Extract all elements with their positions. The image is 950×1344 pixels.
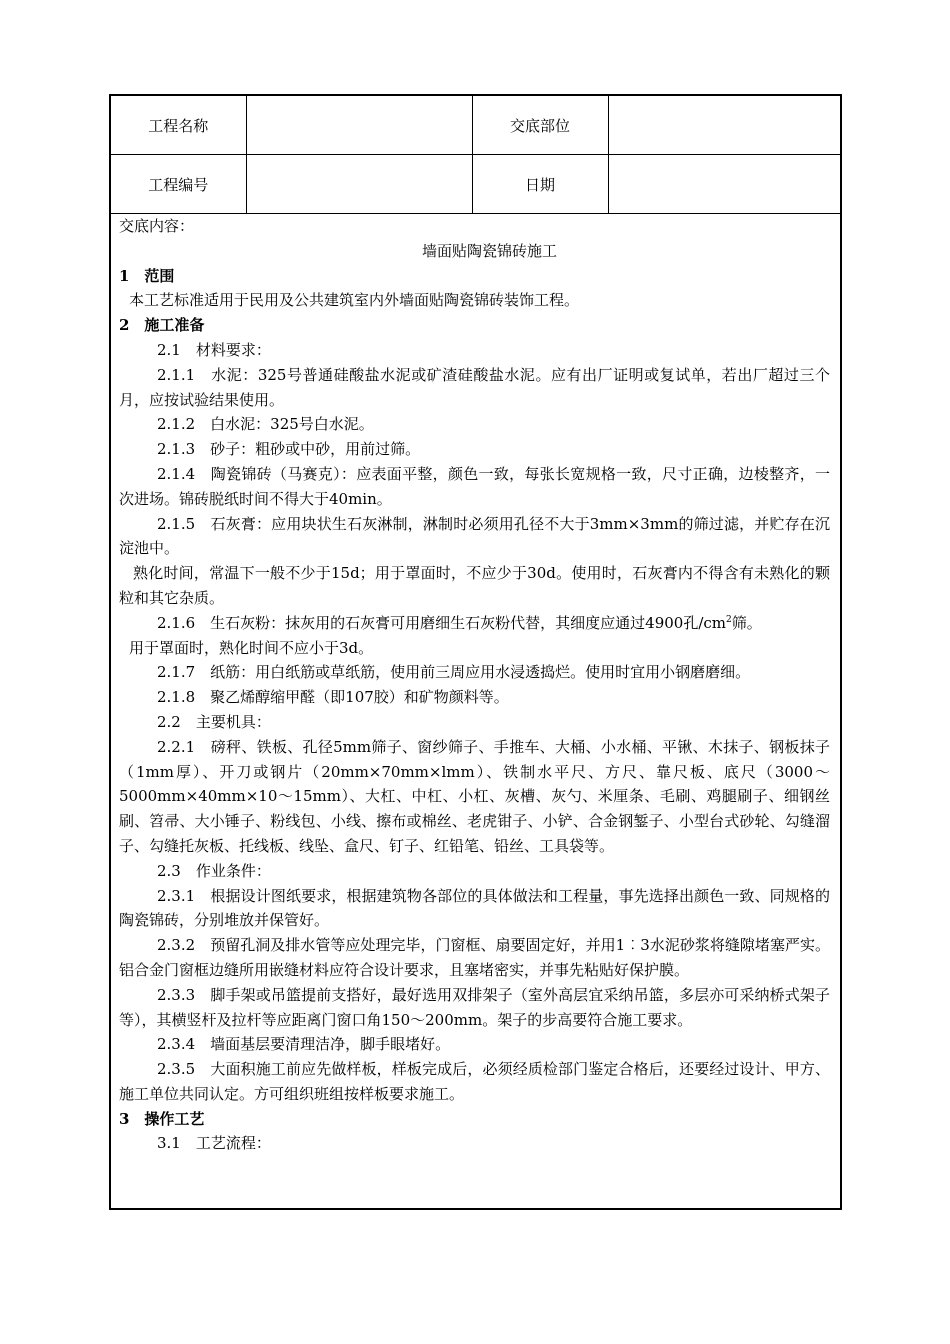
superscript-2: 2	[726, 614, 732, 625]
header-row-2	[111, 155, 840, 214]
content-area	[111, 214, 840, 1156]
part-value	[608, 96, 840, 155]
section-2-3-1: 2.3.1 根据设计图纸要求，根据建筑物各部位的具体做法和工程量，事先选择出颜色一致、同规格的陶瓷锦砖，分别堆放并保管好。	[119, 886, 830, 930]
section-2-1: 2.1 材料要求：	[157, 340, 271, 359]
section-2-3-2: 2.3.2 预留孔洞及排水管等应处理完毕，门窗框、扇要固定好，并用1︰3水泥砂浆将缝隙堵塞严实。铝合金门窗框边缝所用嵌缝材料应符合设计要求，且塞堵密实，并事先粘贴好保护膜。	[119, 936, 830, 979]
section-2-1-6	[119, 611, 830, 636]
section-2-3-3: 2.3.3 脚手架或吊篮提前支搭好，最好选用双排架子（室外高层宜采纳吊篮，多层亦可采纳桥式架子等），其横竖杆及拉杆等应距离门窗口角150～200mm。架子的步高要符合施工要求。	[119, 985, 830, 1029]
section-1-text: 本工艺标准适用于民用及公共建筑室内外墙面贴陶瓷锦砖装饰工程。	[129, 291, 580, 310]
intro-label: 交底内容：	[119, 217, 195, 235]
header-row-1	[111, 96, 840, 155]
section-3-heading: 3 操作工艺	[119, 1109, 205, 1128]
section-2-1-1: 2.1.1 水泥：325号普通硅酸盐水泥或矿渣硅酸盐水泥。应有出厂证明或复试单，若出厂超过三个月，应按试验结果使用。	[119, 365, 830, 409]
document-title: 墙面贴陶瓷锦砖施工	[421, 241, 557, 260]
section-2-1-3: 2.1.3 砂子：粗砂或中砂，用前过筛。	[157, 440, 421, 459]
date-value	[608, 155, 840, 214]
section-2-2: 2.2 主要机具：	[157, 712, 271, 731]
section-2-1-6-text: 2.1.6 生石灰粉：抹灰用的石灰膏可用磨细生石灰粉代替，其细度应通过4900孔/cm	[157, 613, 727, 632]
part-label: 交底部位	[472, 96, 608, 155]
document-frame	[109, 94, 842, 1210]
section-2-3: 2.3 作业条件：	[157, 861, 271, 880]
section-2-1-5-continued: 熟化时间，常温下一般不少于15d；用于罩面时，不应少于30d。使用时，石灰膏内不得含有未熟化的颗粒和其它杂质。	[119, 564, 830, 607]
project-name-value	[246, 96, 472, 155]
header-table	[111, 96, 840, 214]
section-2-1-8: 2.1.8 聚乙烯醇缩甲醛（即107胶）和矿物颜料等。	[157, 688, 509, 707]
section-2-3-4: 2.3.4 墙面基层要清理洁净，脚手眼堵好。	[157, 1035, 451, 1054]
section-2-2-1: 2.2.1 磅秤、铁板、孔径5mm筛子、窗纱筛子、手推车、大桶、小水桶、平锹、木抹子、钢板抹子（1mm厚）、开刀或钢片（20mm×70mm×lmm）、铁制水平尺、方尺、靠尺板、底尺（3000～5000mm×40mm×10～15mm）、大杠、中杠、小杠、灰槽、灰勺、米厘条、毛刷、鸡腿刷子、细钢丝刷、笤帚、大小锤子、粉线包、小线、擦布或棉丝、老虎钳子、小铲、合金钢錾子、小型台式砂轮、勾缝溜子、勾缝托灰板、托线板、线坠、盒尺、钉子、红铅笔、铅丝、工具袋等。	[119, 737, 830, 855]
section-2-1-7: 2.1.7 纸筋：用白纸筋或草纸筋，使用前三周应用水浸透捣烂。使用时宜用小钢磨磨细。	[157, 663, 751, 682]
project-no-label: 工程编号	[111, 155, 246, 214]
section-2-1-2: 2.1.2 白水泥：325号白水泥。	[157, 415, 374, 434]
section-2-3-5: 2.3.5 大面积施工前应先做样板，样板完成后，必须经质检部门鉴定合格后，还要经过设计、甲方、施工单位共同认定。方可组织班组按样板要求施工。	[119, 1060, 830, 1103]
section-2-1-6-continued: 用于罩面时，熟化时间不应小于3d。	[129, 638, 374, 657]
section-3-1: 3.1 工艺流程：	[157, 1134, 271, 1153]
section-2-1-5: 2.1.5 石灰膏：应用块状生石灰淋制，淋制时必须用孔径不大于3mm×3mm的筛过滤，并贮存在沉淀池中。	[119, 514, 830, 558]
section-2-heading: 2 施工准备	[119, 316, 205, 335]
section-2-1-4: 2.1.4 陶瓷锦砖（马赛克）：应表面平整，颜色一致，每张长宽规格一致，尺寸正确，边棱整齐，一次进场。锦砖脱纸时间不得大于40min。	[119, 464, 830, 508]
project-name-label: 工程名称	[111, 96, 246, 155]
section-1-heading: 1 范围	[119, 266, 175, 285]
project-no-value	[246, 155, 472, 214]
date-label: 日期	[472, 155, 608, 214]
section-2-1-6-tail: 筛。	[731, 613, 762, 632]
